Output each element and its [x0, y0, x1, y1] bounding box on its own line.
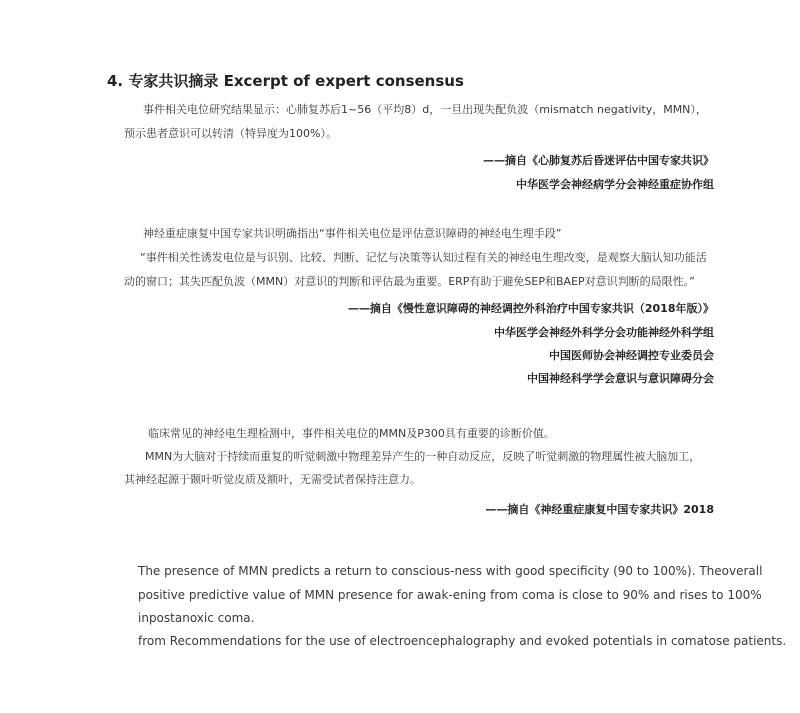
block2-source-org1: 中华医学会神经外科学分会功能神经外科学组	[494, 326, 714, 339]
block3-line1: 临床常见的神经电生理检测中，事件相关电位的MMN及P300具有重要的诊断价值。	[148, 427, 555, 440]
block2-source-org3: 中国神经科学学会意识与意识障碍分会	[527, 372, 714, 385]
section-title: 4. 专家共识摘录 Excerpt of expert consensus	[107, 72, 464, 90]
block1-source-title: ——摘自《心肺复苏后昏迷评估中国专家共识》	[483, 154, 714, 167]
block1-line2: 预示患者意识可以转清（特异度为100%）。	[124, 127, 337, 140]
block2-source-org2: 中国医师协会神经调控专业委员会	[549, 349, 714, 362]
english-line2: positive predictive value of MMN presence for awak-ening from coma is close to 90% and rises to 100%	[138, 588, 762, 602]
block1-line1: 事件相关电位研究结果显示：心肺复苏后1~56（平均8）d，一旦出现失配负波（mismatch negativity，MMN），	[143, 103, 707, 116]
english-source: from Recommendations for the use of electroencephalography and evoked potentials in comatose patients.	[138, 634, 787, 648]
english-line3: inpostanoxic coma.	[138, 611, 255, 625]
english-line1: The presence of MMN predicts a return to conscious-ness with good specificity (90 to 100%). Theoverall	[138, 564, 763, 578]
block2-line1: 神经重症康复中国专家共识明确指出“事件相关电位是评估意识障碍的神经电生理手段”	[143, 227, 562, 240]
block2-line2: “事件相关性诱发电位是与识别、比较、判断、记忆与决策等认知过程有关的神经电生理改变，是观察大脑认知功能活	[140, 251, 707, 264]
block1-source-org: 中华医学会神经病学分会神经重症协作组	[516, 178, 714, 191]
block3-line2: MMN为大脑对于持续而重复的听觉刺激中物理差异产生的一种自动反应，反映了听觉刺激的物理属性被大脑加工，	[145, 450, 701, 463]
block2-source-title: ——摘自《慢性意识障碍的神经调控外科治疗中国专家共识（2018年版）》	[347, 302, 714, 315]
block2-line3: 动的窗口；其失匹配负波（MMN）对意识的判断和评估最为重要。ERP有助于避免SEP和BAEP对意识判断的局限性。”	[124, 275, 695, 288]
block3-source-title: ——摘自《神经重症康复中国专家共识》2018	[485, 503, 714, 516]
block3-line3: 其神经起源于颞叶听觉皮质及额叶，无需受试者保持注意力。	[124, 473, 421, 486]
